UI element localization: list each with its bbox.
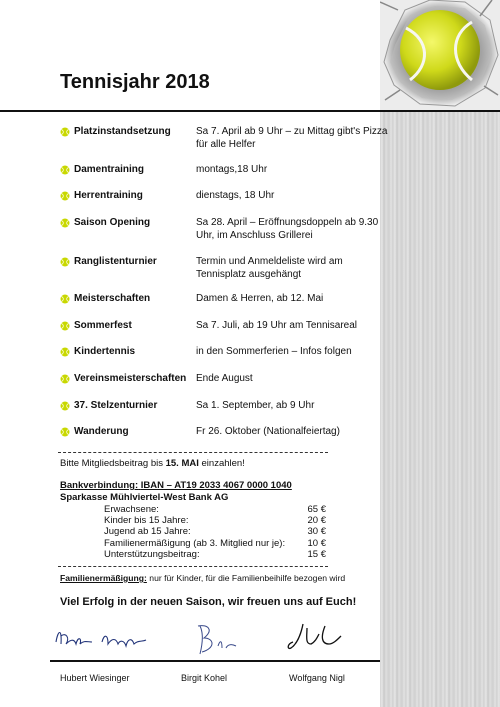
event-name: Saison Opening bbox=[74, 217, 151, 228]
event-name: Herrentraining bbox=[74, 190, 143, 201]
event-description: Sa 1. September, ab 9 Uhr bbox=[196, 400, 315, 411]
family-discount-label: Familienermäßigung: bbox=[60, 573, 147, 583]
tennis-ball-bullet-icon bbox=[60, 294, 70, 304]
event-name: Sommerfest bbox=[74, 320, 132, 331]
bank-label: Bankverbindung: bbox=[60, 480, 139, 491]
signature-divider bbox=[50, 660, 380, 662]
signature-hubert bbox=[52, 620, 152, 654]
fee-due-date: 15. MAI bbox=[165, 458, 199, 469]
tennis-ball-bullet-icon bbox=[60, 347, 70, 357]
fee-amount: 20 € bbox=[307, 515, 326, 527]
tennis-ball-bullet-icon bbox=[60, 218, 70, 228]
dashed-divider bbox=[58, 452, 328, 453]
event-description: Fr 26. Oktober (Nationalfeiertag) bbox=[196, 426, 340, 437]
fee-label: Erwachsene: bbox=[104, 504, 159, 515]
fee-row bbox=[104, 504, 326, 516]
tennis-ball-bullet-icon bbox=[60, 165, 70, 175]
signer-name-1: Hubert Wiesinger bbox=[60, 673, 130, 683]
event-description: Sa 7. April ab 9 Uhr – zu Mittag gibt's Pizza für alle Helfer bbox=[196, 126, 388, 150]
page-title: Tennisjahr 2018 bbox=[60, 71, 210, 93]
event-name: Wanderung bbox=[74, 426, 129, 437]
event-name: Ranglistenturnier bbox=[74, 256, 157, 267]
tennis-ball-icon bbox=[380, 0, 500, 110]
event-description: in den Sommerferien – Infos folgen bbox=[196, 346, 352, 357]
tennis-ball-bullet-icon bbox=[60, 427, 70, 437]
tennis-ball-bullet-icon bbox=[60, 127, 70, 137]
fee-row bbox=[104, 515, 326, 527]
signature-wolfgang bbox=[285, 620, 345, 654]
event-name: 37. Stelzenturnier bbox=[74, 400, 158, 411]
fee-label: Unterstützungsbeitrag: bbox=[104, 548, 200, 560]
dashed-divider bbox=[58, 566, 328, 567]
event-name: Kindertennis bbox=[74, 346, 136, 357]
tennis-ball-breakthrough-image bbox=[380, 0, 500, 110]
tennis-ball-bullet-icon bbox=[60, 191, 70, 201]
fee-amount: 65 € bbox=[307, 504, 326, 515]
bank-name: Sparkasse Mühlviertel-West Bank AG bbox=[60, 492, 229, 503]
event-name: Meisterschaften bbox=[74, 293, 151, 304]
signature-birgit bbox=[190, 620, 240, 660]
fee-amount: 30 € bbox=[307, 526, 326, 538]
fee-row bbox=[104, 538, 326, 550]
fee-due-text: Bitte Mitgliedsbeitrag bis bbox=[60, 458, 166, 469]
fee-due-text-end: einzahlen! bbox=[198, 458, 245, 469]
event-description: dienstags, 18 Uhr bbox=[196, 190, 275, 201]
event-description: Damen & Herren, ab 12. Mai bbox=[196, 293, 324, 304]
tennis-ball-bullet-icon bbox=[60, 374, 70, 384]
fee-label: Jugend ab 15 Jahre: bbox=[104, 526, 191, 538]
closing-message: Viel Erfolg in der neuen Saison, wir freuen uns auf Euch! bbox=[60, 596, 357, 608]
event-description: Termin und Anmeldeliste wird am Tennisplatz ausgehängt bbox=[196, 256, 343, 280]
fee-row bbox=[104, 526, 326, 538]
event-description: Sa 28. April – Eröffnungsdoppeln ab 9.30 Uhr, im Anschluss Grillerei bbox=[196, 217, 379, 241]
event-description: Ende August bbox=[196, 373, 253, 384]
signer-name-3: Wolfgang Nigl bbox=[289, 673, 345, 683]
bank-iban-line bbox=[60, 480, 292, 491]
fee-label: Kinder bis 15 Jahre: bbox=[104, 515, 189, 527]
bank-iban: IBAN – AT19 2033 4067 0000 1040 bbox=[140, 480, 292, 491]
tennis-ball-bullet-icon bbox=[60, 321, 70, 331]
fee-due-note bbox=[60, 458, 245, 469]
signer-name-2: Birgit Kohel bbox=[181, 673, 228, 683]
header-divider bbox=[0, 110, 500, 112]
fee-row bbox=[104, 549, 326, 561]
tennis-ball-bullet-icon bbox=[60, 401, 70, 411]
fee-amount: 15 € bbox=[307, 548, 326, 560]
event-description: Sa 7. Juli, ab 19 Uhr am Tennisareal bbox=[196, 320, 358, 331]
tennis-ball-bullet-icon bbox=[60, 257, 70, 267]
event-name: Platzinstandsetzung bbox=[74, 126, 171, 137]
event-name: Damentraining bbox=[74, 164, 145, 175]
family-discount-note bbox=[60, 573, 345, 583]
event-description: montags,18 Uhr bbox=[196, 164, 268, 175]
fee-label: Familienermäßigung (ab 3. Mitglied nur je): bbox=[104, 537, 286, 549]
fee-amount: 10 € bbox=[307, 537, 326, 549]
event-name: Vereinsmeisterschaften bbox=[74, 373, 187, 384]
family-discount-text: nur für Kinder, für die Familienbeihilfe bezogen wird bbox=[146, 573, 346, 583]
